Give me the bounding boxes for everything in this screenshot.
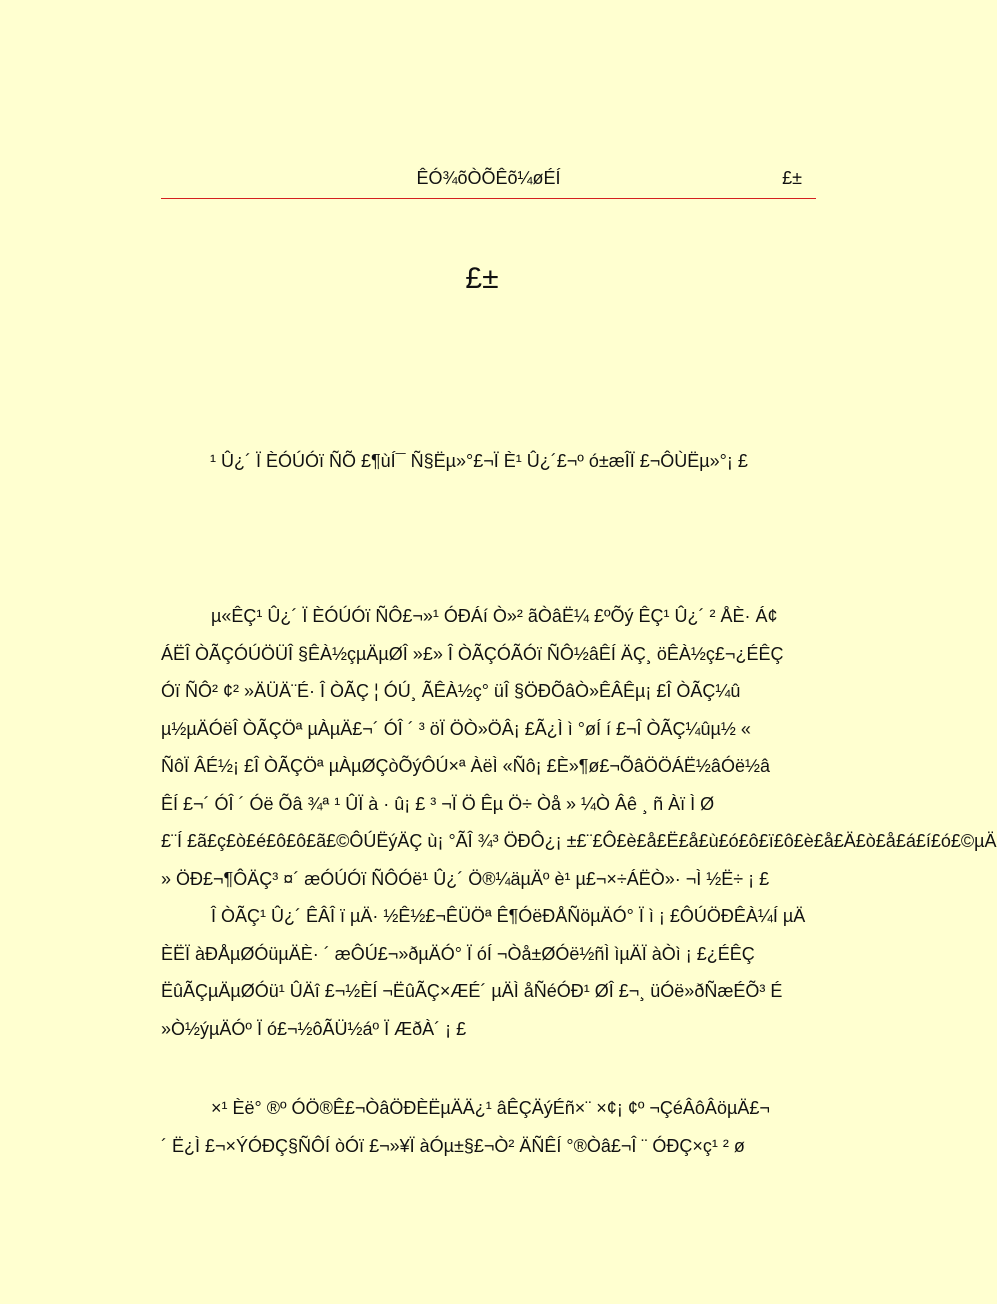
body-paragraph-3 — [161, 1090, 821, 1165]
paragraph-line: ÁËÎ ÒÃÇÓÚÖÜÎ §ÊÀ½çµÄµØÎ »£» Î ÒÃÇÓÃÓï ÑÔ½âÊÍ ÄÇ¸ öÊÀ½ç£¬¿ÉÊÇ — [161, 643, 784, 664]
paragraph-line: ÈËÏ àÐÅµØÓüµÄÈ· ´ æÔÚ£¬»ðµÄÓ° Ï óÍ ¬Òå±ØÓë½ñÌ ìµÄÏ àÒì ¡ £¿ÉÊÇ — [161, 943, 755, 964]
paragraph-line: Î ÒÃÇ¹ Û¿´ ÊÂÎ ï µÄ· ½Ê½£¬ÊÜÖª Ê¶ÓëÐÅÑöµÄÓ° Ï ì ¡ £ÔÚÖÐÊÀ¼Í µÄ — [211, 906, 806, 926]
paragraph-line: ËûÃÇµÄµØÓü¹ ÛÄî £¬½ÈÍ ¬ËûÃÇ×ÆÉ´ µÄÌ åÑéÓÐ¹ ØÎ £¬¸ üÓë»ðÑæÉÕ³ É — [161, 981, 783, 1001]
body-paragraph-1 — [161, 598, 997, 1048]
running-header-title: ÊÓ¾õÒÕÊõ¼øÉÍ — [416, 168, 561, 188]
page-number: £± — [782, 168, 802, 188]
paragraph-line: µ½µÄÓëÎ ÒÃÇÖª µÀµÄ£¬´ ÓÎ ´ ³ öÏ ÖÒ»ÖÂ¡ £Ã¿Ì ì °øÍ í £¬Î ÒÃÇ¼ûµ½ « — [161, 718, 751, 739]
paragraph-line: » ÖÐ£¬¶ÔÄÇ³ ¤´ æÓÚÓï ÑÔÓë¹ Û¿´ Ö®¼äµÄº è¹ µ£¬×÷ÁËÒ»· ¬Ì ½Ë÷ ¡ £ — [161, 868, 770, 889]
paragraph-line: ×¹ Èë° ®º ÓÖ®Ê£¬ÒâÖÐÈËµÄÄ¿¹ âÊÇÄýÉñ×¨ ×¢¡ ¢º ¬ÇéÂôÂöµÄ£¬ — [211, 1098, 770, 1118]
paragraph-line: µ«ÊÇ¹ Û¿´ Ï ÈÓÚÓï ÑÔ£¬»¹ ÓÐÁí Ò»² ãÒâË¼ £ºÕý ÊÇ¹ Û¿´ ² ÅÈ· Á¢ — [211, 606, 778, 626]
intro-line: ¹ Û¿´ Ï ÈÓÚÓï ÑÕ £¶ùÍ¯ Ñ§Ëµ»°£¬Ï È¹ Û¿´£¬º ó±æÎÏ £¬ÔÙËµ»°¡ £ — [210, 451, 748, 471]
paragraph-line: ÑôÏ ÂÉ½¡ £Î ÒÃÇÖª µÀµØÇòÕýÔÚ×ª ÀëÌ «Ñô¡ £È»¶ø£¬ÕâÖÖÁË½âÓë½â — [161, 756, 770, 776]
chapter-heading: £± — [465, 262, 499, 295]
running-header — [161, 164, 816, 199]
paragraph-line: ÊÍ £¬´ ÓÎ ´ Óë Õâ ¾ª ¹ ÛÏ à · û¡ £ ³ ¬Ï Ö Êµ Ö÷ Òå » ¼Ò Âê ¸ ñ Àï Ì Ø — [161, 793, 715, 814]
paragraph-line: »Ò½ýµÄÓº Ï ó£¬½ôÃÜ½áº Ï ÆðÀ´ ¡ £ — [161, 1018, 467, 1039]
paragraph-line: ´ Ë¿Ì £¬×ÝÓÐÇ§ÑÔÍ òÓï £¬»¥Ï àÓµ±§£¬Ò² ÄÑÊÍ °®Òâ£¬Î ¨ ÓÐÇ×ç¹ ² ø — [161, 1135, 745, 1156]
paragraph-line: £¨Í £ã£ç£ò£é£ô£ô£ã£©ÔÚËýÄÇ ù¡ °ÃÎ ¾³ ÖÐÔ¿¡ ±£¨£Ô£è£å£Ë£å£ù£ó£ô£ï£ô£è£å£Ä£ò£å£á£í£ó£©µÄ — [161, 831, 997, 851]
paragraph-line: Óï ÑÔ² ¢² »ÄÜÄ¨É· Î ÒÃÇ ¦ ÓÚ¸ ÃÊÀ½ç° üÎ §ÖÐÕâÒ»ÊÂÊµ¡ £Î ÒÃÇ¼û — [161, 681, 741, 701]
